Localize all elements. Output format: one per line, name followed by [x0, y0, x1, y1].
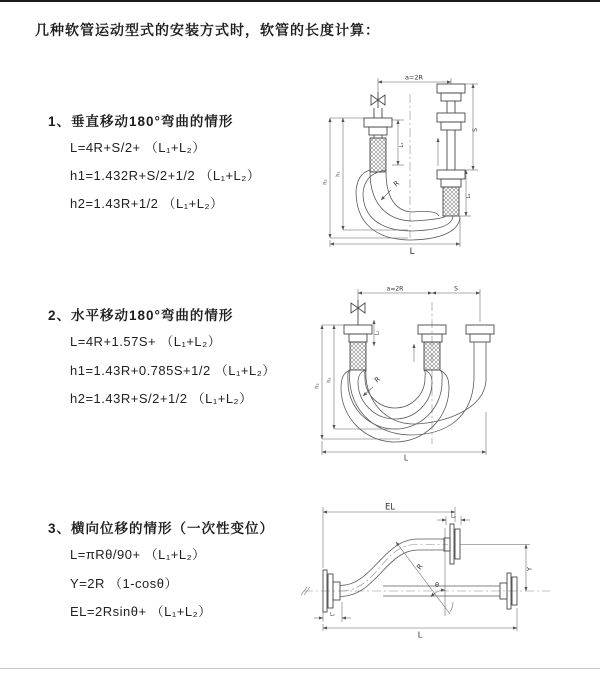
section2-formula-l: L=4R+1.57S+ （L₁+L₂）: [70, 334, 222, 349]
label-l: L: [409, 247, 415, 255]
page-title: 几种软管运动型式的安装方式时，软管的长度计算：: [35, 22, 380, 38]
upper-flange: [444, 524, 460, 564]
label-y: Y: [525, 567, 534, 571]
left-pipe-assembly: [344, 325, 372, 370]
section1-formula-h2: h2=1.43R+1/2 （L₁+L₂）: [70, 196, 224, 211]
label-h1: h₁: [326, 377, 333, 383]
section2-heading: 2、水平移动180°弯曲的情形: [48, 308, 234, 323]
left-pipe-assembly: [364, 108, 392, 172]
label-theta: θ: [435, 581, 439, 589]
section3-formula-l: L=πRθ/90+ （L₁+L₂）: [70, 547, 206, 562]
label-l1: L₁: [399, 142, 405, 148]
hose-u-bend-position2: [350, 342, 486, 435]
label-s: S: [454, 285, 458, 293]
label-a2r: a=2R: [404, 73, 424, 82]
section1-heading: 1、垂直移动180°弯曲的情形: [48, 114, 234, 129]
label-l1: L₁: [374, 330, 381, 336]
page-bottom-border: [0, 668, 600, 669]
diagram-lateral-displacement: [298, 498, 560, 640]
dimension-l2: [437, 514, 470, 525]
dimension-l2: [460, 170, 472, 216]
label-a2r: a=2R: [386, 285, 404, 293]
hose-s-curve: [340, 539, 448, 597]
label-r: R: [415, 562, 425, 572]
page-top-border: [0, 0, 600, 2]
dimension-s-top: [432, 286, 480, 294]
dimension-el: [323, 502, 455, 572]
label-r: R: [392, 179, 402, 189]
section2-formula-h1: h1=1.43R+0.785S+1/2 （L₁+L₂）: [70, 363, 276, 378]
valve-icon: [351, 300, 365, 325]
dimension-l: [323, 608, 517, 640]
middle-pipe-assembly: [414, 325, 446, 370]
label-l2: L₂: [466, 193, 472, 199]
label-l: L: [417, 630, 423, 640]
label-l2: L₂: [451, 514, 456, 520]
radius-callout: [381, 179, 401, 200]
section2-formula-h2: h2=1.43R+S/2+1/2 （L₁+L₂）: [70, 391, 253, 406]
dimension-s: [465, 84, 479, 170]
label-h1: h₁: [335, 171, 342, 177]
dimension-a2r: [378, 74, 451, 93]
diagram-vertical-180-bend: [310, 70, 530, 255]
label-r: R: [373, 375, 383, 385]
label-l1: L₁: [330, 612, 335, 618]
dimension-l1: [374, 320, 381, 346]
dimension-l: [322, 412, 486, 462]
section1-formula-l: L=4R+S/2+ （L₁+L₂）: [70, 140, 206, 155]
dimension-y: [460, 545, 534, 592]
dimension-a2r: [358, 286, 480, 323]
section1-formula-h1: h1=1.432R+S/2+1/2 （L₁+L₂）: [70, 168, 261, 183]
diagram-horizontal-180-bend: [308, 282, 543, 462]
dimension-l1: [392, 120, 405, 165]
label-h2: h₂: [322, 179, 329, 185]
label-s: S: [472, 128, 479, 132]
section3-heading: 3、横向位移的情形（一次性变位）: [48, 521, 275, 536]
dimension-l1: [314, 602, 351, 622]
section3-formula-y: Y=2R （1-cosθ）: [70, 576, 179, 591]
dimension-l: [330, 218, 460, 255]
right-pipe-assembly: [437, 84, 465, 216]
label-h2: h₂: [314, 383, 321, 389]
label-l: L: [403, 453, 409, 462]
label-el: EL: [384, 502, 396, 513]
right-pipe-assembly: [466, 325, 494, 342]
dimension-h2: [323, 118, 409, 238]
valve-icon: [371, 92, 385, 108]
section3-formula-el: EL=2Rsinθ+ （L₁+L₂）: [70, 604, 212, 619]
